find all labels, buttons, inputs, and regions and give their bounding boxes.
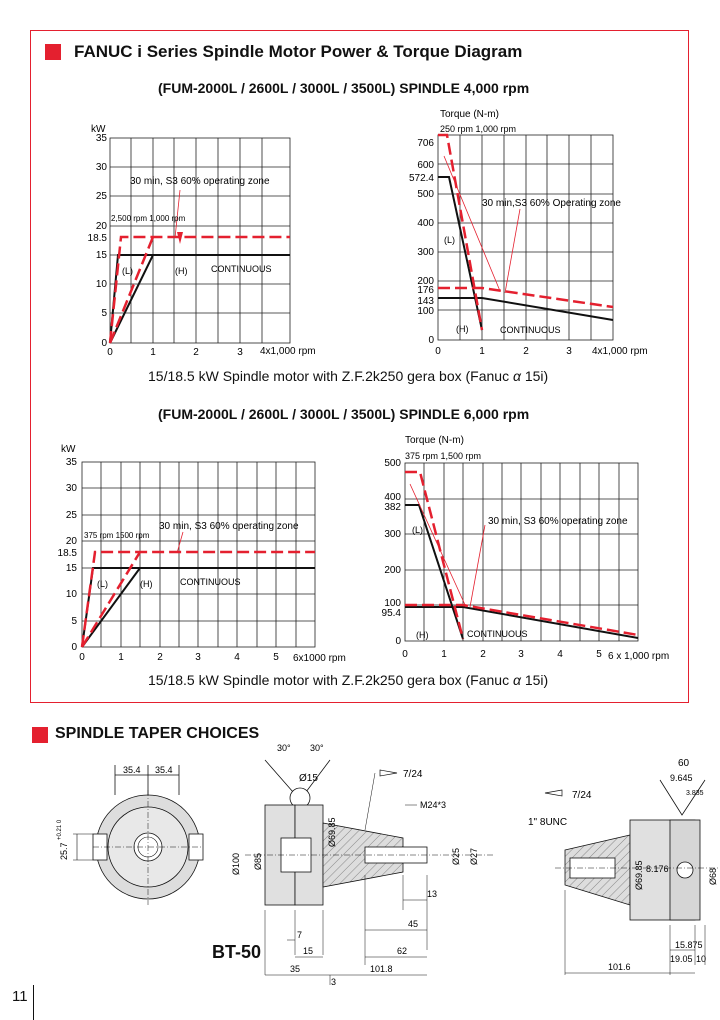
svg-text:CONTINUOUS: CONTINUOUS — [211, 264, 272, 274]
svg-text:25: 25 — [65, 510, 77, 521]
svg-text:500: 500 — [384, 458, 401, 469]
svg-text:kW: kW — [91, 124, 106, 135]
svg-text:(L): (L) — [412, 525, 423, 535]
power-chart-6000 — [55, 440, 360, 668]
svg-text:176: 176 — [417, 285, 434, 296]
svg-text:62: 62 — [397, 946, 408, 956]
svg-text:5: 5 — [71, 616, 77, 627]
svg-text:375 rpm 1,500 rpm: 375 rpm 1,500 rpm — [405, 451, 482, 461]
svg-text:Ø68: Ø68 — [708, 867, 718, 885]
svg-text:30: 30 — [65, 483, 77, 494]
bt50-label: BT-50 — [212, 942, 262, 962]
svg-text:M24*3: M24*3 — [420, 800, 447, 810]
svg-text:400: 400 — [417, 218, 434, 229]
svg-text:7/24: 7/24 — [572, 790, 592, 801]
svg-text:35: 35 — [65, 457, 77, 468]
svg-text:3: 3 — [518, 649, 524, 660]
svg-text:35.4: 35.4 — [123, 765, 141, 775]
svg-text:500: 500 — [417, 189, 434, 200]
taper-title: SPINDLE TAPER CHOICES — [55, 725, 260, 742]
svg-text:CONTINUOUS: CONTINUOUS — [467, 629, 528, 639]
svg-text:2: 2 — [480, 649, 486, 660]
svg-text:18.5: 18.5 — [57, 548, 77, 559]
svg-text:(L): (L) — [122, 266, 133, 276]
svg-text:Torque (N-m): Torque (N-m) — [440, 109, 499, 120]
svg-text:1: 1 — [479, 346, 485, 357]
svg-text:0: 0 — [71, 642, 77, 653]
svg-text:1: 1 — [150, 347, 156, 358]
svg-text:2: 2 — [193, 347, 199, 358]
svg-text:kW: kW — [61, 444, 76, 455]
svg-text:0: 0 — [428, 335, 434, 346]
page-title: FANUC i Series Spindle Motor Power & Torque Diagram — [74, 42, 523, 61]
svg-text:4x1,000 rpm: 4x1,000 rpm — [592, 346, 648, 357]
svg-text:0: 0 — [395, 636, 401, 647]
page-number: 11 — [12, 988, 28, 1005]
svg-text:101.6: 101.6 — [608, 962, 631, 972]
taper-right-view — [510, 750, 720, 990]
svg-text:10: 10 — [65, 589, 77, 600]
svg-text:Torque (N-m): Torque (N-m) — [405, 435, 464, 446]
svg-text:30°: 30° — [277, 743, 291, 753]
svg-text:35.4: 35.4 — [155, 765, 173, 775]
svg-text:0: 0 — [107, 347, 113, 358]
svg-text:5: 5 — [596, 649, 602, 660]
svg-text:3.835: 3.835 — [686, 790, 704, 797]
svg-text:13: 13 — [427, 889, 438, 899]
svg-text:+0.21 0: +0.21 0 — [57, 819, 63, 840]
svg-text:1: 1 — [118, 652, 124, 663]
svg-text:20: 20 — [65, 536, 77, 547]
svg-text:200: 200 — [417, 276, 434, 287]
svg-text:600: 600 — [417, 160, 434, 171]
svg-text:25.7: 25.7 — [59, 842, 69, 860]
svg-text:0: 0 — [79, 652, 85, 663]
svg-text:2: 2 — [523, 346, 529, 357]
svg-text:(L): (L) — [444, 235, 455, 245]
svg-text:Ø69.85: Ø69.85 — [634, 860, 644, 890]
svg-text:(H): (H) — [456, 324, 469, 334]
svg-text:10: 10 — [696, 954, 707, 964]
svg-text:0: 0 — [402, 649, 408, 660]
svg-text:4x1,000 rpm: 4x1,000 rpm — [260, 346, 316, 357]
svg-text:(H): (H) — [175, 266, 188, 276]
svg-text:3: 3 — [195, 652, 201, 663]
subtitle-6000: (FUM-2000L / 2600L / 3000L / 3500L) SPINDLE 6,000 rpm — [158, 406, 530, 422]
svg-text:8.176: 8.176 — [646, 864, 669, 874]
svg-text:15: 15 — [303, 946, 314, 956]
svg-text:Ø15: Ø15 — [299, 773, 318, 784]
svg-text:200: 200 — [384, 565, 401, 576]
svg-text:5: 5 — [101, 308, 107, 319]
svg-text:6 x 1,000 rpm: 6 x 1,000 rpm — [608, 651, 670, 662]
svg-text:Ø27: Ø27 — [469, 847, 479, 865]
taper-front-view — [55, 760, 205, 910]
svg-text:3: 3 — [566, 346, 572, 357]
taper-marker — [32, 727, 48, 743]
svg-text:20: 20 — [95, 221, 107, 232]
svg-text:30 min, S3 60% operating zone: 30 min, S3 60% operating zone — [130, 176, 270, 187]
svg-text:18.5: 18.5 — [87, 233, 107, 244]
svg-text:250 rpm 1,000 rpm: 250 rpm 1,000 rpm — [440, 124, 517, 134]
svg-text:2,500 rpm 1,000 rpm: 2,500 rpm 1,000 rpm — [111, 214, 186, 223]
svg-text:706: 706 — [417, 138, 434, 149]
svg-text:30: 30 — [95, 162, 107, 173]
svg-text:19.05: 19.05 — [670, 954, 693, 964]
svg-text:30 min,S3 60% Operating zone: 30 min,S3 60% Operating zone — [482, 198, 621, 209]
svg-text:3: 3 — [331, 977, 337, 985]
bt50-side-view — [225, 735, 505, 985]
svg-text:25: 25 — [95, 191, 107, 202]
svg-text:1: 1 — [441, 649, 447, 660]
svg-text:10: 10 — [95, 279, 107, 290]
svg-text:300: 300 — [417, 247, 434, 258]
svg-text:1" 8UNC: 1" 8UNC — [528, 817, 568, 828]
svg-text:4: 4 — [557, 649, 563, 660]
svg-text:Ø69.85: Ø69.85 — [327, 817, 337, 847]
svg-text:30 min, S3 60% operating zone: 30 min, S3 60% operating zone — [488, 516, 628, 527]
svg-text:(H): (H) — [140, 579, 153, 589]
svg-text:3: 3 — [237, 347, 243, 358]
svg-text:2: 2 — [157, 652, 163, 663]
svg-text:7/24: 7/24 — [403, 769, 423, 780]
svg-text:4: 4 — [234, 652, 240, 663]
svg-text:CONTINUOUS: CONTINUOUS — [180, 577, 241, 587]
page-divider — [33, 985, 34, 1020]
svg-text:35: 35 — [290, 964, 301, 974]
svg-text:7: 7 — [297, 930, 303, 940]
svg-text:(L): (L) — [97, 579, 108, 589]
subtitle-4000: (FUM-2000L / 2600L / 3000L / 3500L) SPINDLE 4,000 rpm — [158, 80, 530, 96]
ytick: 35 — [95, 133, 107, 144]
svg-text:100: 100 — [384, 598, 401, 609]
power-chart-4000 — [85, 120, 345, 360]
svg-text:45: 45 — [408, 919, 419, 929]
svg-text:5: 5 — [273, 652, 279, 663]
section-marker — [45, 44, 61, 60]
svg-text:100: 100 — [417, 306, 434, 317]
svg-text:(H): (H) — [416, 630, 429, 640]
torque-chart-6000 — [370, 430, 685, 670]
svg-text:143: 143 — [417, 296, 434, 307]
svg-text:0: 0 — [101, 338, 107, 349]
svg-text:30 min, S3 60% operating zone: 30 min, S3 60% operating zone — [159, 521, 299, 532]
svg-text:15.875: 15.875 — [675, 940, 703, 950]
svg-text:15: 15 — [95, 250, 107, 261]
svg-text:15: 15 — [65, 563, 77, 574]
svg-text:101.8: 101.8 — [370, 964, 393, 974]
svg-text:30°: 30° — [310, 743, 324, 753]
svg-text:9.645: 9.645 — [670, 773, 693, 783]
caption-4000: 15/18.5 kW Spindle motor with Z.F.2k250 gera box (Fanuc α 15i) — [148, 368, 549, 384]
svg-text:572.4: 572.4 — [408, 173, 434, 184]
svg-text:6x1000 rpm: 6x1000 rpm — [293, 653, 346, 664]
svg-text:Ø100: Ø100 — [231, 852, 241, 875]
svg-text:0: 0 — [435, 346, 441, 357]
svg-text:Ø85: Ø85 — [253, 852, 263, 870]
svg-text:Ø25: Ø25 — [451, 847, 461, 865]
svg-text:400: 400 — [384, 492, 401, 503]
svg-text:375 rpm 1500 rpm: 375 rpm 1500 rpm — [84, 531, 150, 540]
svg-text:95.4: 95.4 — [381, 608, 401, 619]
svg-text:300: 300 — [384, 529, 401, 540]
svg-text:CONTINUOUS: CONTINUOUS — [500, 325, 561, 335]
caption-6000: 15/18.5 kW Spindle motor with Z.F.2k250 gera box (Fanuc α 15i) — [148, 672, 549, 688]
svg-text:60: 60 — [678, 758, 690, 769]
svg-text:382: 382 — [384, 502, 401, 513]
torque-chart-4000 — [400, 105, 670, 365]
